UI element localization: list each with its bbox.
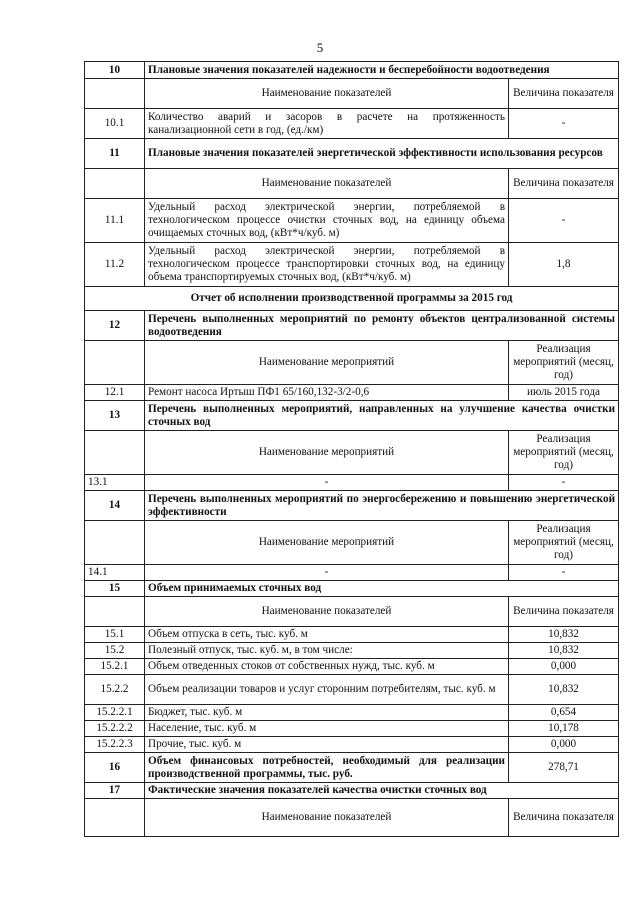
row-number: 13 — [85, 401, 145, 431]
column-header-row — [85, 79, 619, 109]
row-number: 15.2.2.3 — [85, 737, 145, 753]
activity-date: - — [509, 565, 619, 581]
column-header-value: Величина показателя — [509, 597, 619, 627]
table-row — [85, 385, 619, 401]
table-row — [85, 737, 619, 753]
indicator-value: 278,71 — [509, 753, 619, 783]
indicator-name: Бюджет, тыс. куб. м — [145, 705, 509, 721]
row-number: 15.2.2.2 — [85, 721, 145, 737]
row-number: 10 — [85, 62, 145, 79]
table-row — [85, 643, 619, 659]
indicator-value: 0,000 — [509, 659, 619, 675]
column-header-name: Наименование мероприятий — [145, 431, 509, 475]
row-number: 11.2 — [85, 243, 145, 287]
row-number: 15.2.1 — [85, 659, 145, 675]
table-row — [85, 659, 619, 675]
column-header-name: Наименование мероприятий — [145, 341, 509, 385]
row-number: 15 — [85, 581, 145, 597]
production-program-table — [84, 61, 619, 837]
page-number: 5 — [316, 40, 324, 55]
indicator-value: 10,178 — [509, 721, 619, 737]
empty-cell — [85, 799, 145, 837]
activity-name: Ремонт насоса Иртыш ПФ1 65/160,132-3/2-0,6 — [145, 385, 509, 401]
indicator-value: 10,832 — [509, 643, 619, 659]
indicator-name: Количество аварий и засоров в расчете на протяженность канализационной сети в год, (ед./км) — [145, 109, 509, 139]
section-title: Плановые значения показателей надежности и бесперебойности водоотведения — [145, 62, 619, 79]
section-title: Фактические значения показателей качества очистки сточных вод — [145, 783, 619, 799]
table-row — [85, 475, 619, 491]
row-number: 15.2.2.1 — [85, 705, 145, 721]
row-number: 17 — [85, 783, 145, 799]
indicator-name: Полезный отпуск, тыс. куб. м, в том числе: — [145, 643, 509, 659]
activity-date: июль 2015 года — [509, 385, 619, 401]
column-header-name: Наименование показателей — [145, 79, 509, 109]
report-title: Отчет об исполнении производственной программы за 2015 год — [85, 287, 619, 311]
empty-cell — [85, 597, 145, 627]
column-header-row — [85, 799, 619, 837]
column-header-name: Наименование показателей — [145, 169, 509, 199]
row-number: 16 — [85, 753, 145, 783]
table-row — [85, 675, 619, 705]
row-number: 14 — [85, 491, 145, 521]
section-title: Перечень выполненных мероприятий, направленных на улучшение качества очистки сточных вод — [145, 401, 619, 431]
column-header-name: Наименование показателей — [145, 597, 509, 627]
column-header-value: Реализация мероприятий (месяц, год) — [509, 431, 619, 475]
indicator-name: Объем отведенных стоков от собственных нужд, тыс. куб. м — [145, 659, 509, 675]
column-header-value: Реализация мероприятий (месяц, год) — [509, 341, 619, 385]
indicator-value: 10,832 — [509, 675, 619, 705]
section-title: Объем принимаемых сточных вод — [145, 581, 619, 597]
indicator-name: Прочие, тыс. куб. м — [145, 737, 509, 753]
table-row — [85, 565, 619, 581]
report-title-row — [85, 287, 619, 311]
section-17-row — [85, 783, 619, 799]
column-header-name: Наименование показателей — [145, 799, 509, 837]
section-title: Объем финансовых потребностей, необходимый для реализации производственной программы, тыс. руб. — [145, 753, 509, 783]
activity-name: - — [145, 475, 509, 491]
row-number: 15.1 — [85, 627, 145, 643]
empty-cell — [85, 169, 145, 199]
section-12-row — [85, 311, 619, 341]
indicator-value: - — [509, 109, 619, 139]
column-header-value: Величина показателя — [509, 169, 619, 199]
empty-cell — [85, 431, 145, 475]
section-14-row — [85, 491, 619, 521]
column-header-row — [85, 169, 619, 199]
indicator-value: - — [509, 199, 619, 243]
table-row — [85, 627, 619, 643]
column-header-value: Реализация мероприятий (месяц, год) — [509, 521, 619, 565]
activity-name: - — [145, 565, 509, 581]
column-header-name: Наименование мероприятий — [145, 521, 509, 565]
row-number: 13.1 — [85, 475, 145, 491]
table-row — [85, 705, 619, 721]
row-number: 11.1 — [85, 199, 145, 243]
indicator-name: Объем реализации товаров и услуг сторонним потребителям, тыс. куб. м — [145, 675, 509, 705]
table-row — [85, 243, 619, 287]
section-11-row — [85, 139, 619, 169]
column-header-row — [85, 597, 619, 627]
activity-date: - — [509, 475, 619, 491]
indicator-value: 0,654 — [509, 705, 619, 721]
row-number: 15.2 — [85, 643, 145, 659]
section-title: Плановые значения показателей энергетической эффективности использования ресурсов — [145, 139, 619, 169]
indicator-name: Население, тыс. куб. м — [145, 721, 509, 737]
row-number: 11 — [85, 139, 145, 169]
indicator-value: 10,832 — [509, 627, 619, 643]
section-13-row — [85, 401, 619, 431]
indicator-value: 1,8 — [509, 243, 619, 287]
empty-cell — [85, 79, 145, 109]
row-number: 12 — [85, 311, 145, 341]
indicator-value: 0,000 — [509, 737, 619, 753]
indicator-name: Удельный расход электрической энергии, потребляемой в технологическом процессе очистки сточных вод, на единицу объема очищаемых сточных вод, (кВт*ч/куб. м) — [145, 199, 509, 243]
empty-cell — [85, 341, 145, 385]
column-header-row — [85, 341, 619, 385]
section-title: Перечень выполненных мероприятий по энергосбережению и повышению энергетической эффективности — [145, 491, 619, 521]
table-row — [85, 721, 619, 737]
section-16-row — [85, 753, 619, 783]
row-number: 10.1 — [85, 109, 145, 139]
indicator-name: Удельный расход электрической энергии, потребляемой в технологическом процессе транспортировки сточных вод, на единицу объема транспортируемых сточных вод, (кВт*ч/куб. м) — [145, 243, 509, 287]
column-header-row — [85, 431, 619, 475]
section-15-row — [85, 581, 619, 597]
indicator-name: Объем отпуска в сеть, тыс. куб. м — [145, 627, 509, 643]
column-header-value: Величина показателя — [509, 79, 619, 109]
row-number: 15.2.2 — [85, 675, 145, 705]
empty-cell — [85, 521, 145, 565]
section-title: Перечень выполненных мероприятий по ремонту объектов централизованной системы водоотведения — [145, 311, 619, 341]
row-number: 14.1 — [85, 565, 145, 581]
column-header-row — [85, 521, 619, 565]
table-row — [85, 199, 619, 243]
row-number: 12.1 — [85, 385, 145, 401]
table-row — [85, 109, 619, 139]
section-10-row — [85, 62, 619, 79]
column-header-value: Величина показателя — [509, 799, 619, 837]
